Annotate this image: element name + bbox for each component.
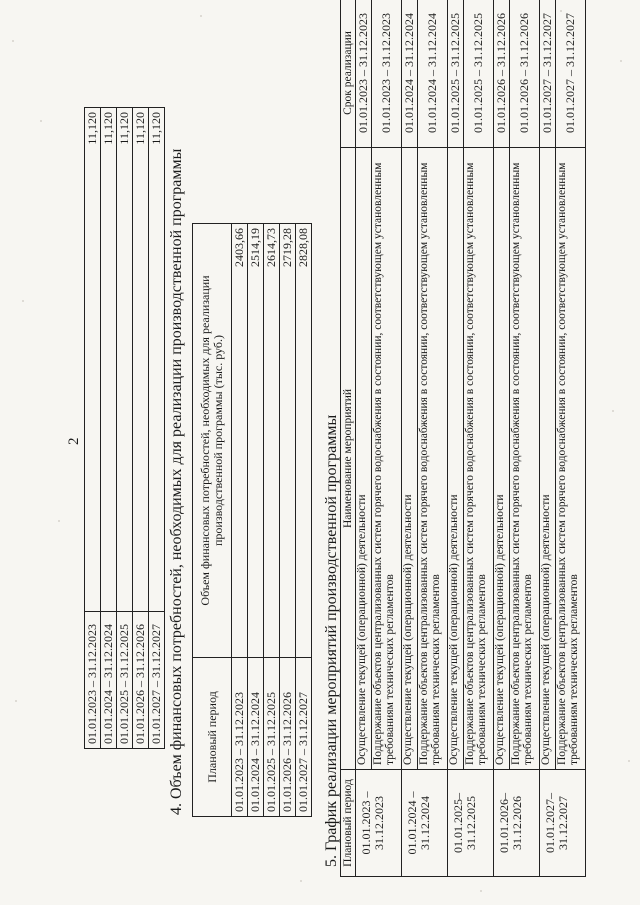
deadline-cell: 01.01.2023 – 31.12.2023 [356, 0, 372, 148]
table-row [101, 108, 117, 749]
group-period-cell: 01.01.2024 – 31.12.2024 [402, 770, 448, 877]
table-row [356, 0, 372, 877]
deadline-cell: 01.01.2024 – 31.12.2024 [418, 0, 448, 148]
table-row [464, 0, 494, 877]
table-row [540, 0, 556, 877]
deadline-cell: 01.01.2026 – 31.12.2026 [510, 0, 540, 148]
activity-cell: Осуществление текущей (операционной) деятельности [402, 148, 418, 770]
activity-cell: Поддержание объектов централизованных систем горячего водоснабжения в состоянии, соответствующем установленным требованиям технических регламентов [372, 148, 402, 770]
activity-cell: Осуществление текущей (операционной) деятельности [540, 148, 556, 770]
group-period-cell: 01.01.2025– 31.12.2025 [448, 770, 494, 877]
table-row [402, 0, 418, 877]
deadline-cell: 01.01.2024 – 31.12.2024 [402, 0, 418, 148]
group-period-cell: 01.01.2023 – 31.12.2023 [356, 770, 402, 877]
deadline-cell: 01.01.2023 – 31.12.2023 [372, 0, 402, 148]
value-cell: 11,120 [117, 108, 133, 612]
schedule-table [340, 0, 586, 877]
period-cell: 01.01.2024 – 31.12.2024 [248, 658, 264, 817]
period-cell: 01.01.2027 – 31.12.2027 [149, 612, 165, 749]
deadline-cell: 01.01.2025 – 31.12.2025 [464, 0, 494, 148]
period-cell: 01.01.2023 – 31.12.2023 [232, 658, 248, 817]
activity-cell: Осуществление текущей (операционной) деятельности [356, 148, 372, 770]
table-row [372, 0, 402, 877]
period-cell: 01.01.2027 – 31.12.2027 [296, 658, 312, 817]
table-row [232, 224, 248, 817]
section-5-title: 5. График реализации мероприятий производственной программы [323, 414, 340, 867]
table-row [448, 0, 464, 877]
header-amount: Объем финансовых потребностей, необходимых для реализации производственной программы (тыс. руб.) [193, 224, 232, 658]
table-row [510, 0, 540, 877]
table-row [133, 108, 149, 749]
table-row [296, 224, 312, 817]
amount-cell: 2828,08 [296, 224, 312, 658]
activity-cell: Осуществление текущей (операционной) деятельности [494, 148, 510, 770]
activity-cell: Поддержание объектов централизованных систем горячего водоснабжения в состоянии, соответствующем установленным требованиям технических регламентов [418, 148, 448, 770]
table-row [494, 0, 510, 877]
financial-needs-table [192, 223, 312, 817]
table-row [556, 0, 586, 877]
group-period-cell: 01.01.2027– 31.12.2027 [540, 770, 586, 877]
amount-cell: 2514,19 [248, 224, 264, 658]
table-row [85, 108, 101, 749]
period-cell: 01.01.2026 – 31.12.2026 [280, 658, 296, 817]
table-row [264, 224, 280, 817]
deadline-cell: 01.01.2027 – 31.12.2027 [556, 0, 586, 148]
value-cell: 11,120 [133, 108, 149, 612]
deadline-cell: 01.01.2025 – 31.12.2025 [448, 0, 464, 148]
period-cell: 01.01.2025 – 31.12.2025 [117, 612, 133, 749]
header-period: Плановый период [341, 770, 356, 877]
group-period-cell: 01.01.2026– 31.12.2026 [494, 770, 540, 877]
activity-cell: Поддержание объектов централизованных систем горячего водоснабжения в состоянии, соответствующем установленным требованиям технических регламентов [464, 148, 494, 770]
activity-cell: Осуществление текущей (операционной) деятельности [448, 148, 464, 770]
value-cell: 11,120 [101, 108, 117, 612]
value-cell: 11,120 [149, 108, 165, 612]
amount-cell: 2403,66 [232, 224, 248, 658]
header-period: Плановый период [193, 658, 232, 817]
table-row [149, 108, 165, 749]
amount-cell: 2719,28 [280, 224, 296, 658]
table-row [117, 108, 133, 749]
period-cell: 01.01.2026 – 31.12.2026 [133, 612, 149, 749]
header-activity: Наименование мероприятий [341, 148, 356, 770]
section-4-title: 4. Объем финансовых потребностей, необходимых для реализации производственной программы [168, 148, 185, 815]
page-number: 2 [66, 437, 82, 445]
activity-cell: Поддержание объектов централизованных систем горячего водоснабжения в состоянии, соответствующем установленным требованиям технических регламентов [510, 148, 540, 770]
deadline-cell: 01.01.2026 – 31.12.2026 [494, 0, 510, 148]
period-cell: 01.01.2023 – 31.12.2023 [85, 612, 101, 749]
table-top [84, 107, 165, 749]
deadline-cell: 01.01.2027 – 31.12.2027 [540, 0, 556, 148]
amount-cell: 2614,73 [264, 224, 280, 658]
value-cell: 11,120 [85, 108, 101, 612]
header-deadline: Срок реализации [341, 0, 356, 148]
table-row [280, 224, 296, 817]
table-row [418, 0, 448, 877]
table-row [248, 224, 264, 817]
period-cell: 01.01.2024 – 31.12.2024 [101, 612, 117, 749]
activity-cell: Поддержание объектов централизованных систем горячего водоснабжения в состоянии, соответствующем установленным требованиям технических регламентов [556, 148, 586, 770]
period-cell: 01.01.2025 – 31.12.2025 [264, 658, 280, 817]
